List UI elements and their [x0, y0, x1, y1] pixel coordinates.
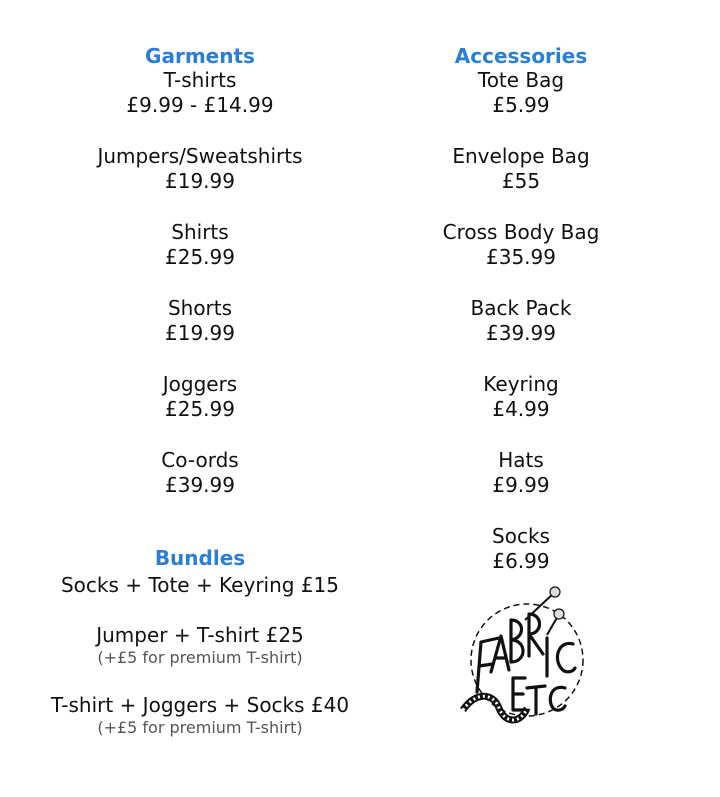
item-name: Envelope Bag: [452, 144, 590, 168]
price-item: [380, 372, 662, 422]
item-price: £39.99: [165, 473, 235, 497]
bundle-line: Jumper + T-shirt £25: [96, 623, 304, 647]
price-item: [380, 296, 662, 346]
price-item: [40, 372, 360, 422]
item-name: Joggers: [162, 372, 238, 396]
item-price: £9.99 - £14.99: [126, 93, 274, 117]
price-item: [380, 448, 662, 498]
bundle-line: T-shirt + Joggers + Socks £40: [50, 693, 350, 717]
item-name: Socks: [492, 524, 550, 548]
price-item: [380, 68, 662, 118]
item-price: £4.99: [492, 397, 550, 421]
item-price: £6.99: [492, 549, 550, 573]
garments-section: [40, 44, 360, 524]
item-name: Shirts: [171, 220, 229, 244]
price-item: [40, 144, 360, 194]
price-item: [380, 144, 662, 194]
bundle-item: [20, 692, 380, 738]
bundle-item: [20, 572, 380, 598]
garments-heading: Garments: [145, 44, 255, 68]
item-price: £39.99: [486, 321, 556, 345]
item-name: Keyring: [483, 372, 559, 396]
bundle-item: [20, 622, 380, 668]
bundles-heading: Bundles: [154, 546, 246, 570]
item-price: £25.99: [165, 397, 235, 421]
bundle-note: (+£5 for premium T-shirt): [97, 648, 303, 667]
price-item: [40, 68, 360, 118]
item-name: T-shirts: [163, 68, 237, 92]
item-price: £19.99: [165, 169, 235, 193]
accessories-section: [380, 44, 662, 600]
bundle-note: (+£5 for premium T-shirt): [97, 718, 303, 737]
fabric-etc-logo: [455, 580, 595, 730]
item-price: £35.99: [486, 245, 556, 269]
price-item: [40, 220, 360, 270]
item-price: £55: [501, 169, 541, 193]
item-price: £25.99: [165, 245, 235, 269]
item-name: Cross Body Bag: [442, 220, 600, 244]
item-price: £5.99: [492, 93, 550, 117]
item-price: £9.99: [492, 473, 550, 497]
item-name: Back Pack: [470, 296, 572, 320]
item-name: Co-ords: [161, 448, 239, 472]
price-item: [380, 220, 662, 270]
item-name: Jumpers/Sweatshirts: [97, 144, 303, 168]
accessories-heading: Accessories: [454, 44, 588, 68]
price-item: [380, 524, 662, 574]
item-price: £19.99: [165, 321, 235, 345]
item-name: Tote Bag: [477, 68, 565, 92]
price-item: [40, 448, 360, 498]
price-item: [40, 296, 360, 346]
bundles-section: [20, 546, 380, 762]
item-name: Hats: [498, 448, 544, 472]
item-name: Shorts: [167, 296, 233, 320]
bundle-line: Socks + Tote + Keyring £15: [60, 573, 340, 597]
